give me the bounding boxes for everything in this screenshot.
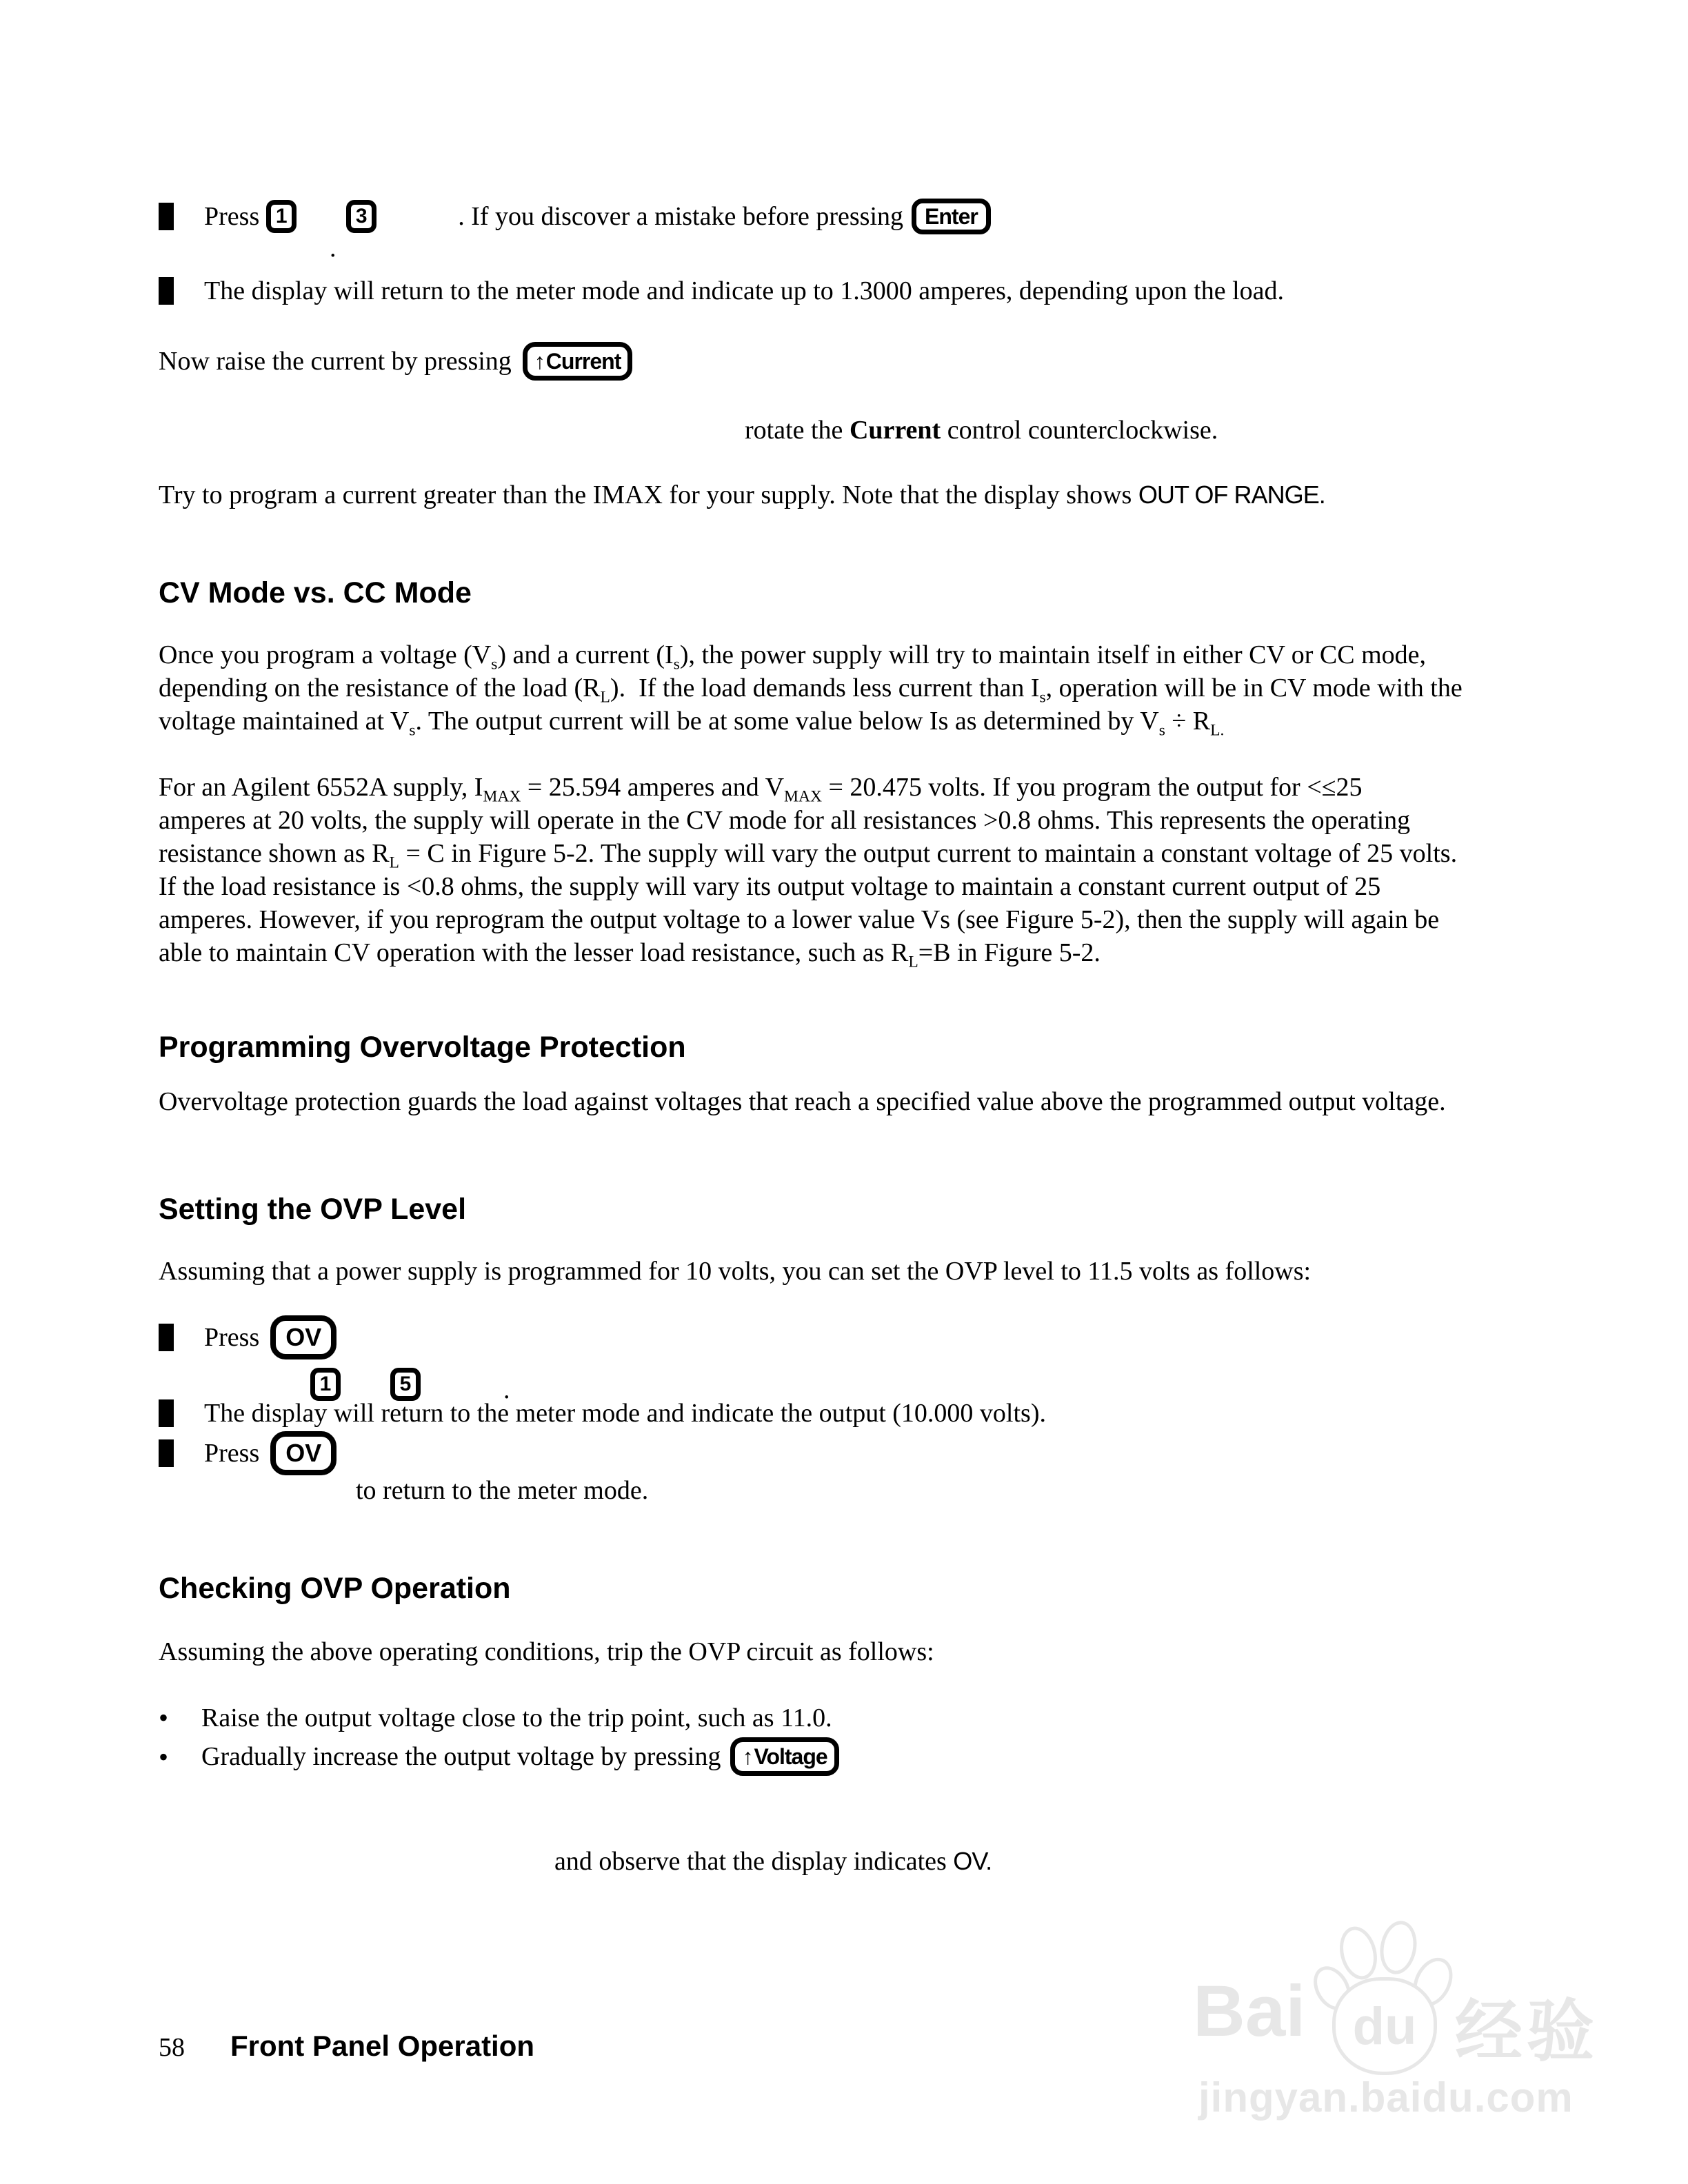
raise-voltage-bullet bbox=[159, 1701, 832, 1734]
return-meter-mode-line: to return to the meter mode. bbox=[356, 1476, 649, 1505]
observe-display-line: and observe that the display indicates OV. bbox=[554, 1847, 992, 1876]
increase-voltage-bullet bbox=[159, 1737, 839, 1776]
baidu-logo-text-du: du bbox=[1352, 1996, 1417, 2056]
press-label: Press bbox=[204, 1323, 260, 1352]
square-bullet-icon bbox=[159, 203, 174, 230]
baidu-watermark bbox=[1186, 1917, 1614, 2130]
square-bullet-icon bbox=[159, 1324, 174, 1351]
footer-title: Front Panel Operation bbox=[230, 2030, 535, 2062]
heading-programming-ovp: Programming Overvoltage Protection bbox=[159, 1031, 686, 1064]
page-footer bbox=[159, 2030, 534, 2063]
current-key-label: Current bbox=[545, 348, 621, 374]
try-program-line: Try to program a current greater than the IMAX for your supply. Note that the display shows OUT OF RANGE. bbox=[159, 481, 1325, 509]
up-arrow-icon: ↑ bbox=[742, 1743, 753, 1769]
up-arrow-icon: ↑ bbox=[534, 348, 545, 374]
rotate-current-line: rotate the Current control counterclockwise. bbox=[745, 416, 1218, 445]
baidu-paw-icon bbox=[1317, 1917, 1448, 2072]
up-current-key bbox=[523, 342, 633, 381]
ov-key: OV bbox=[270, 1315, 336, 1359]
meter-mode-bullet bbox=[159, 276, 1284, 306]
display-return-bullet bbox=[159, 1398, 1046, 1428]
press-label: Press bbox=[204, 1439, 260, 1468]
cv-paragraph-2: For an Agilent 6552A supply, $I_{MAX} = 25.594$ amperes and $V_{MAX} = 20.475$ volts. If you program the output for <≤25 amperes at 20 volts, the supply will operate in the CV mode for all resistances >0.8 ohms. This represents the operating resistance shown as $R_L = C$ in Figure 5-2. The supply will vary the output current to maintain a constant voltage of 25 volts. If the load resistance is <0.8 ohms, the supply will vary its output voltage to maintain a constant current output of 25 amperes. However, if you reprogram the output voltage to a lower value Vs (see Figure 5-2), then the supply will again be able to maintain CV operation with the lesser load resistance, such as $R_L=B$ in Figure 5-2. bbox=[159, 773, 1458, 971]
press-1-3-line bbox=[159, 199, 991, 234]
voltage-key-label: Voltage bbox=[754, 1743, 827, 1769]
checking-intro-text: Assuming the above operating conditions, trip the OVP circuit as follows: bbox=[159, 1637, 934, 1666]
ovp-intro-text: Overvoltage protection guards the load against voltages that reach a specified value above the programmed output voltage. bbox=[159, 1087, 1446, 1116]
key-1: 1 bbox=[310, 1368, 341, 1401]
key-1: 1 bbox=[266, 200, 297, 233]
press-label: Press bbox=[204, 202, 260, 231]
press-ov-line-1 bbox=[159, 1315, 336, 1359]
raise-current-line bbox=[159, 342, 632, 381]
key-5: 5 bbox=[390, 1368, 421, 1401]
setting-intro-text: Assuming that a power supply is programmed for 10 volts, you can set the OVP level to 11.5 volts as follows: bbox=[159, 1257, 1312, 1286]
display-return-text: The display will return to the meter mode and indicate the output (10.000 volts). bbox=[204, 1399, 1046, 1428]
up-voltage-key bbox=[730, 1737, 838, 1776]
ov-key: OV bbox=[270, 1431, 336, 1475]
stray-period: . bbox=[330, 234, 336, 263]
raise-current-text: Now raise the current by pressing bbox=[159, 347, 512, 376]
key-3: 3 bbox=[346, 200, 376, 233]
paw-pad bbox=[1332, 1977, 1437, 2075]
paw-toe bbox=[1376, 1918, 1421, 1977]
cv-paragraph-1: Once you program a voltage $(V_s)$ and a current $(I_s)$, the power supply will try to maintain itself in either CV or CC mode, depending on the resistance of the load $(R_L)$. If the load demands less current than $I_s$, operation will be in CV mode with the voltage maintained at $V_s$. The output current will be at some value below Is as determined by $V_s \div R_{L.}$ bbox=[159, 640, 1463, 740]
enter-key: Enter bbox=[912, 199, 991, 234]
heading-setting-ovp-level: Setting the OVP Level bbox=[159, 1193, 467, 1226]
round-bullet-icon: • bbox=[159, 1741, 169, 1772]
baidu-jingyan-url: jingyan.baidu.com bbox=[1198, 2074, 1574, 2121]
digits-period: . bbox=[503, 1375, 510, 1404]
heading-cv-vs-cc: CV Mode vs. CC Mode bbox=[159, 576, 472, 609]
increase-voltage-text: Gradually increase the output voltage by pressing bbox=[201, 1742, 721, 1771]
press-ov-line-2 bbox=[159, 1431, 336, 1475]
digit-keys-1-5-line bbox=[310, 1368, 510, 1404]
raise-voltage-text: Raise the output voltage close to the trip point, such as 11.0. bbox=[201, 1703, 832, 1732]
baidu-jingyan-cn-text: 经验 bbox=[1455, 1993, 1599, 2069]
round-bullet-icon: • bbox=[159, 1702, 169, 1733]
meter-mode-text: The display will return to the meter mode and indicate up to 1.3000 amperes, depending upon the load. bbox=[204, 276, 1285, 305]
page-number: 58 bbox=[159, 2033, 185, 2062]
baidu-logo-text-bai: Bai bbox=[1193, 1971, 1306, 2052]
mistake-text: . If you discover a mistake before pressing bbox=[458, 202, 904, 231]
square-bullet-icon bbox=[159, 277, 174, 305]
square-bullet-icon bbox=[159, 1439, 174, 1467]
square-bullet-icon bbox=[159, 1399, 174, 1427]
heading-checking-ovp: Checking OVP Operation bbox=[159, 1572, 511, 1605]
